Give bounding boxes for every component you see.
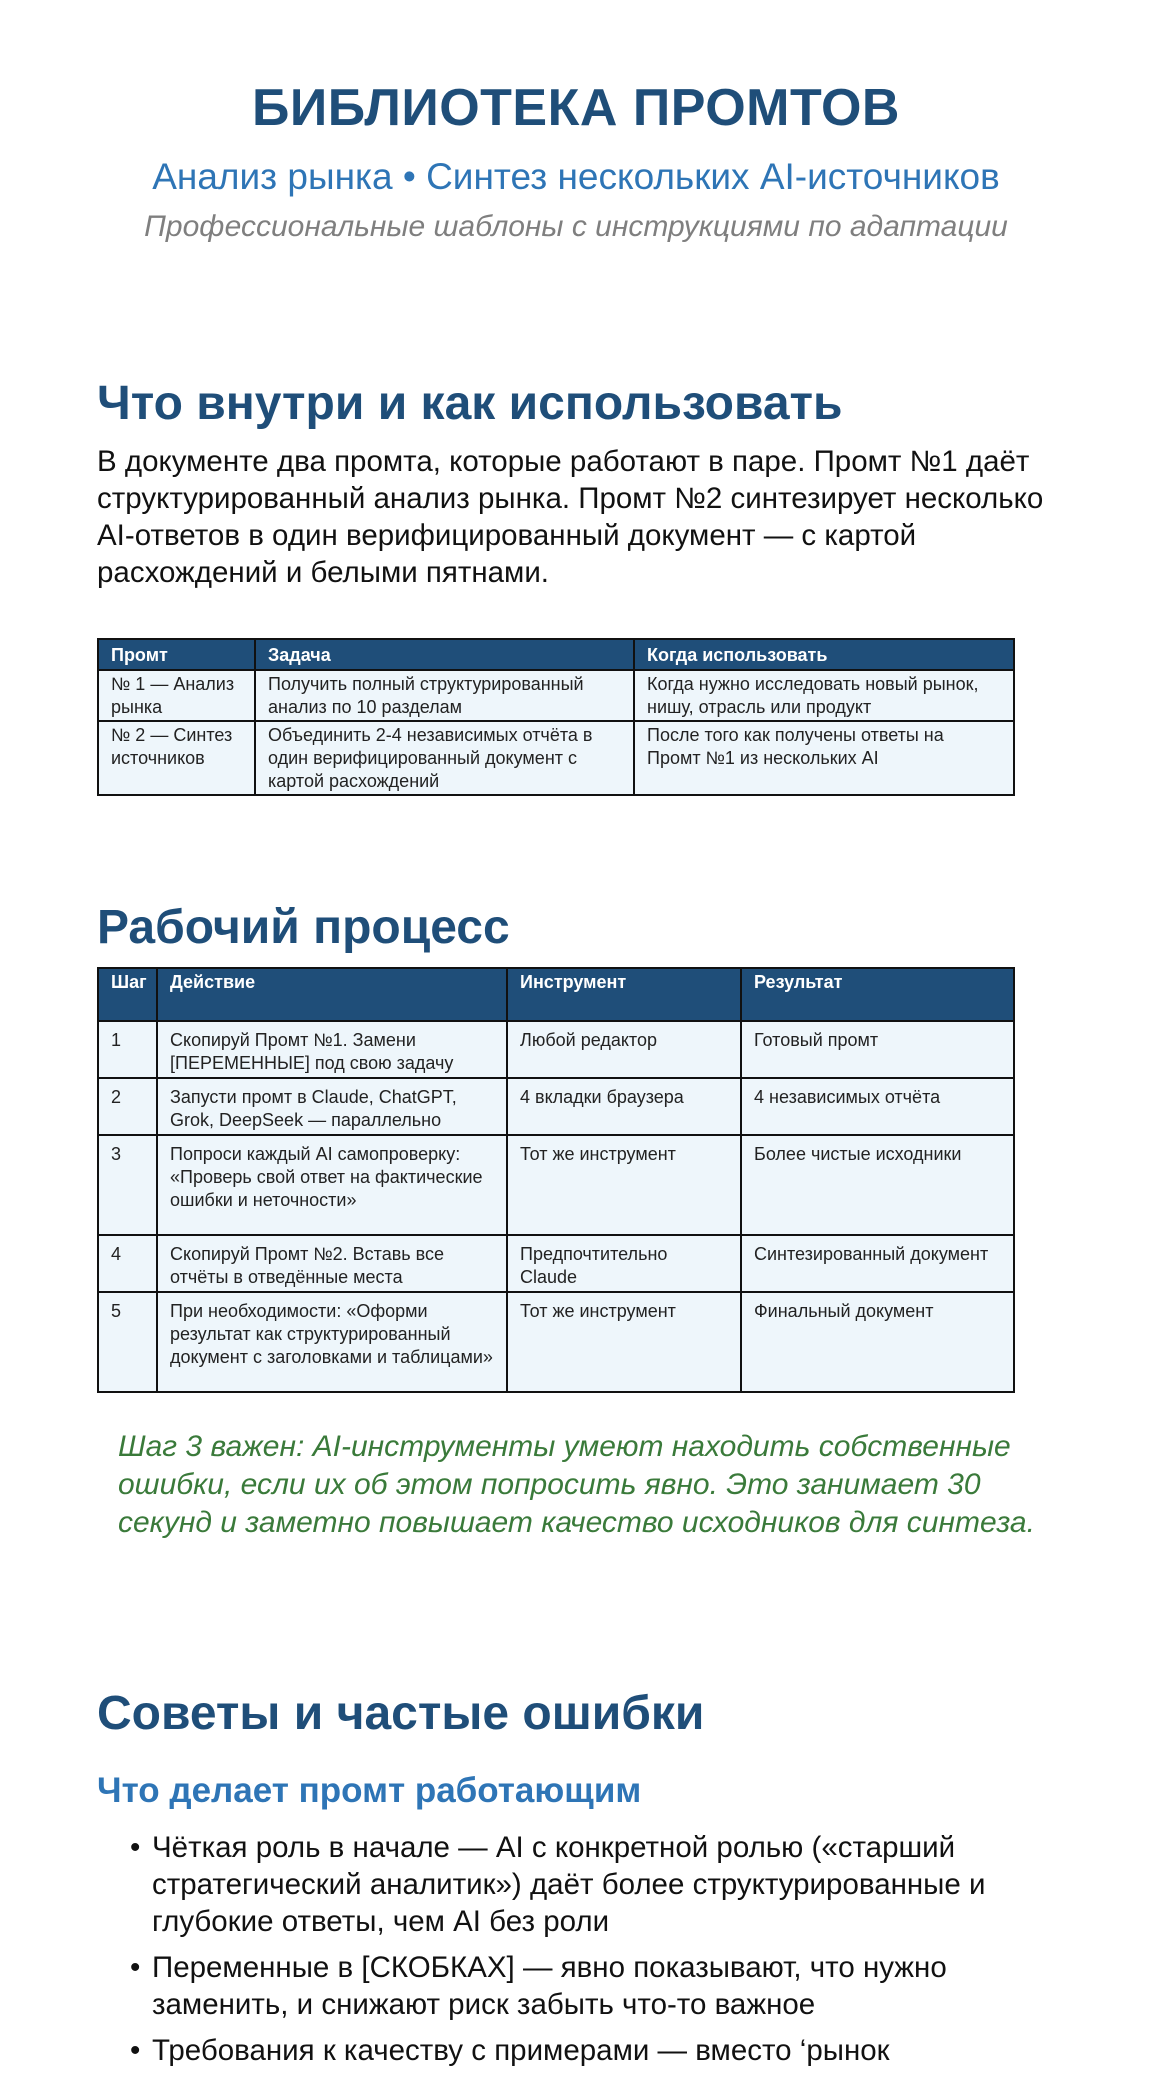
- step-number: 2: [98, 1078, 157, 1135]
- tip-text: • Переменные в [СКОБКАХ] — явно показывают, что нужно заменить, и снижают риск забыть что-то важное: [152, 1951, 947, 2021]
- list-item: [130, 1949, 1090, 2023]
- table-cell: Когда нужно исследовать новый рынок, нишу, отрасль или продукт: [634, 670, 1014, 721]
- document-tagline: Профессиональные шаблоны с инструкциями по адаптации: [144, 210, 1008, 243]
- table-row: [98, 721, 1014, 795]
- table-cell: Тот же инструмент: [507, 1135, 741, 1235]
- table-cell: 4 вкладки браузера: [507, 1078, 741, 1135]
- table-header-row: [98, 968, 1014, 1021]
- table-cell: Предпочтительно Claude: [507, 1235, 741, 1292]
- list-item: [130, 1829, 1090, 1940]
- column-header: Задача: [255, 639, 634, 670]
- tip-text: • Требования к качеству с примерами — вместо ‘рынок: [152, 2034, 890, 2067]
- column-header: Когда использовать: [634, 639, 1014, 670]
- step-number: 4: [98, 1235, 157, 1292]
- intro-heading: Что внутри и как использовать: [97, 377, 843, 430]
- column-header: Шаг: [98, 968, 157, 1021]
- table-row: [98, 1235, 1014, 1292]
- table-cell: Скопируй Промт №2. Вставь все отчёты в отведённые места: [157, 1235, 507, 1292]
- table-cell: Более чистые исходники: [741, 1135, 1014, 1235]
- table-row: [98, 1292, 1014, 1392]
- workflow-callout-note: Шаг 3 важен: AI-инструменты умеют находить собственные ошибки, если их об этом попросить явно. Это занимает 30 секунд и заметно повышает качество исходников для синтеза.: [118, 1430, 1035, 1539]
- column-header: Промт: [98, 639, 255, 670]
- workflow-heading: Рабочий процесс: [97, 901, 510, 954]
- table-row: [98, 1021, 1014, 1078]
- tip-text: • Чёткая роль в начале — AI с конкретной ролью («старший стратегический аналитик») даёт более структурированные и глубокие ответы, чем AI без роли: [152, 1831, 986, 1938]
- column-header: Действие: [157, 968, 507, 1021]
- workflow-table: [97, 967, 1015, 1393]
- table-row: [98, 1078, 1014, 1135]
- tips-list: [130, 1829, 1090, 2078]
- table-cell: При необходимости: «Оформи результат как структурированный документ с заголовками и таблицами»: [157, 1292, 507, 1392]
- table-cell: После того как получены ответы на Промт №1 из нескольких AI: [634, 721, 1014, 795]
- table-cell: Скопируй Промт №1. Замени [ПЕРЕМЕННЫЕ] под свою задачу: [157, 1021, 507, 1078]
- overview-table: [97, 638, 1015, 796]
- step-number: 1: [98, 1021, 157, 1078]
- table-cell: № 2 — Синтез источников: [98, 721, 255, 795]
- table-cell: № 1 — Анализ рынка: [98, 670, 255, 721]
- step-number: 3: [98, 1135, 157, 1235]
- table-cell: 4 независимых отчёта: [741, 1078, 1014, 1135]
- column-header: Результат: [741, 968, 1014, 1021]
- document-title: БИБЛИОТЕКА ПРОМТОВ: [252, 79, 900, 137]
- intro-paragraph: В документе два промта, которые работают в паре. Промт №1 даёт структурированный анализ рынка. Промт №2 синтезирует несколько AI-ответов в один верифицированный документ — с картой расхождений и белыми пятнами.: [97, 445, 1044, 589]
- table-cell: Попроси каждый AI самопроверку: «Проверь свой ответ на фактические ошибки и неточности»: [157, 1135, 507, 1235]
- table-row: [98, 1135, 1014, 1235]
- table-cell: Готовый промт: [741, 1021, 1014, 1078]
- column-header: Инструмент: [507, 968, 741, 1021]
- tips-heading: Советы и частые ошибки: [97, 1687, 705, 1740]
- list-item: [130, 2032, 1090, 2069]
- document-subtitle: Анализ рынка • Синтез нескольких AI-источников: [152, 156, 1000, 197]
- table-cell: Финальный документ: [741, 1292, 1014, 1392]
- table-cell: Тот же инструмент: [507, 1292, 741, 1392]
- table-cell: Получить полный структурированный анализ по 10 разделам: [255, 670, 634, 721]
- table-cell: Синтезированный документ: [741, 1235, 1014, 1292]
- tips-subheading: Что делает промт работающим: [97, 1771, 642, 1810]
- table-cell: Объединить 2-4 независимых отчёта в один верифицированный документ с картой расхождений: [255, 721, 634, 795]
- table-header-row: [98, 639, 1014, 670]
- table-cell: Запусти промт в Claude, ChatGPT, Grok, DeepSeek — параллельно: [157, 1078, 507, 1135]
- step-number: 5: [98, 1292, 157, 1392]
- table-row: [98, 670, 1014, 721]
- table-cell: Любой редактор: [507, 1021, 741, 1078]
